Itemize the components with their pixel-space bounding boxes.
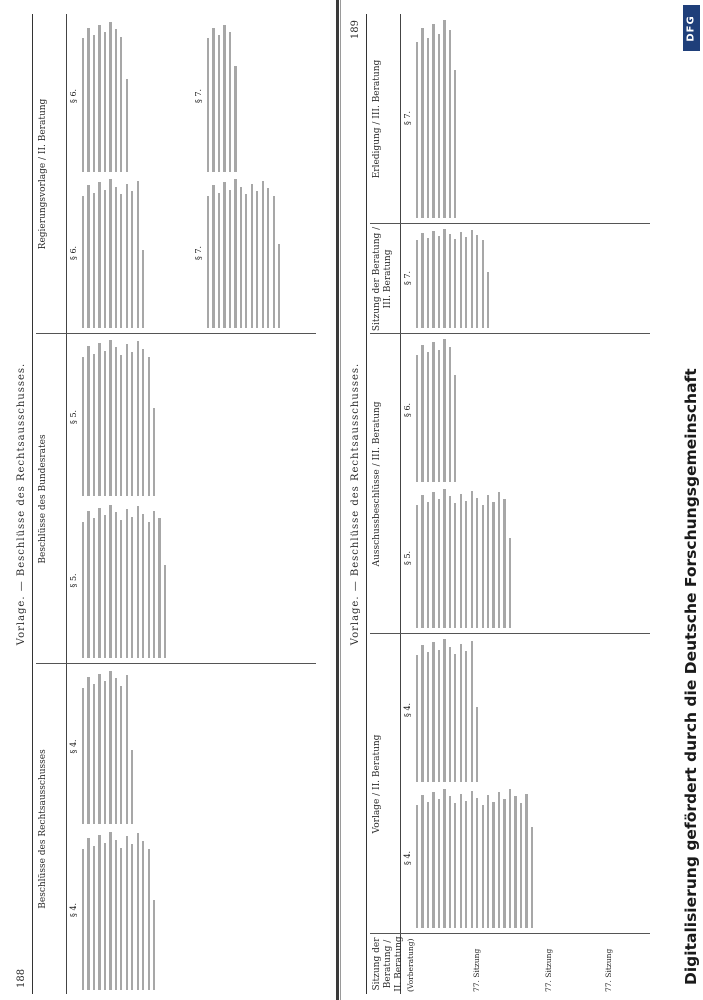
text-line (421, 345, 423, 482)
text-line (126, 675, 128, 824)
text-line (93, 685, 95, 825)
left-page (10, 14, 328, 994)
text-block (70, 830, 190, 990)
text-line (115, 187, 117, 328)
text-line (432, 792, 434, 928)
text-line (432, 492, 434, 628)
text-line (137, 341, 139, 496)
text-line (449, 234, 451, 328)
section-mark: § 7. (403, 270, 412, 286)
text-line (498, 492, 500, 628)
text-line (142, 841, 144, 990)
left-col-head-1: Beschlüsse des Rechtsausschusses (38, 749, 48, 909)
right-page (344, 14, 666, 994)
row-label: 77. Sitzung (604, 948, 613, 992)
text-line (212, 186, 214, 329)
text-line (120, 848, 122, 990)
text-line (142, 250, 144, 328)
text-line (109, 340, 111, 496)
text-line (465, 801, 467, 928)
text-line (432, 231, 434, 328)
text-line (454, 375, 456, 482)
text-line (438, 650, 440, 782)
text-block (70, 338, 200, 496)
text-line (223, 183, 225, 329)
text-line (427, 38, 429, 218)
text-line (93, 193, 95, 328)
left-col-head-2: Beschlüsse des Bundesrates (38, 434, 48, 564)
left-page-number: 188 (16, 968, 27, 988)
text-line (120, 37, 122, 172)
text-line (476, 235, 478, 328)
text-line (514, 796, 516, 928)
text-line (421, 645, 423, 782)
text-line (503, 799, 505, 928)
text-line (509, 789, 511, 928)
text-line (460, 494, 462, 628)
text-line (87, 677, 89, 824)
text-line (465, 501, 467, 628)
text-line (131, 352, 133, 496)
text-line (476, 498, 478, 628)
text-block (70, 503, 220, 658)
text-line (438, 34, 440, 218)
text-line (416, 655, 418, 782)
text-line (104, 351, 106, 496)
page-gutter (336, 0, 339, 1000)
section-mark: § 7. (403, 110, 412, 126)
text-line (115, 347, 117, 496)
text-line (262, 181, 264, 328)
text-line (460, 644, 462, 782)
text-line (471, 230, 473, 328)
text-line (267, 189, 269, 329)
left-column-rule (36, 333, 316, 334)
section-mark: § 6. (403, 402, 412, 418)
text-line (454, 654, 456, 782)
text-line (115, 840, 117, 990)
right-column-rule (370, 633, 650, 634)
text-line (207, 38, 209, 172)
text-line (120, 355, 122, 496)
text-line (476, 707, 478, 782)
text-line (82, 688, 84, 824)
text-line (432, 342, 434, 482)
text-line (109, 671, 111, 824)
text-line (471, 791, 473, 928)
text-line (104, 843, 106, 990)
text-line (164, 565, 166, 658)
text-line (427, 652, 429, 782)
text-block (70, 669, 170, 824)
text-line (153, 511, 155, 658)
text-line (126, 79, 128, 172)
text-line (98, 674, 100, 824)
text-line (256, 192, 258, 329)
text-block (404, 638, 524, 782)
text-line (82, 38, 84, 172)
text-line (109, 832, 111, 990)
text-line (443, 789, 445, 928)
text-line (126, 836, 128, 990)
text-line (93, 846, 95, 990)
text-line (482, 505, 484, 628)
text-line (115, 512, 117, 658)
right-column-rule (370, 333, 650, 334)
text-line (421, 233, 423, 328)
section-mark: § 4. (403, 702, 412, 718)
text-line (115, 678, 117, 824)
text-line (482, 240, 484, 328)
text-line (93, 354, 95, 496)
text-line (218, 193, 220, 328)
text-line (126, 184, 128, 328)
right-column-heads (370, 14, 404, 994)
text-line (471, 491, 473, 628)
text-line (131, 750, 133, 824)
text-line (427, 802, 429, 928)
text-line (438, 236, 440, 328)
text-line (454, 239, 456, 328)
left-column-rule (36, 663, 316, 664)
text-line (421, 795, 423, 928)
text-line (443, 639, 445, 782)
section-mark: § 7. (194, 88, 203, 104)
text-line (148, 522, 150, 658)
text-line (432, 24, 434, 218)
text-line (87, 186, 89, 329)
dfg-logo-text: DFG (686, 14, 697, 42)
left-col-head-3: Regierungsvorlage / II. Beratung (38, 98, 48, 250)
section-mark: § 5. (69, 573, 78, 588)
text-line (229, 190, 231, 328)
text-line (438, 799, 440, 928)
text-line (509, 538, 511, 628)
text-block (404, 228, 544, 328)
text-line (212, 28, 214, 172)
text-line (416, 240, 418, 328)
text-line (234, 180, 236, 329)
text-line (93, 519, 95, 659)
text-line (126, 344, 128, 496)
text-line (87, 511, 89, 658)
text-line (476, 798, 478, 928)
text-line (82, 196, 84, 328)
section-mark: § 7. (194, 245, 203, 261)
text-line (487, 795, 489, 928)
text-line (115, 29, 117, 172)
text-line (109, 22, 111, 172)
text-line (416, 42, 418, 218)
text-line (465, 651, 467, 782)
right-col-head-3: Ausschussbeschlüsse / III. Beratung (372, 401, 382, 567)
text-line (82, 357, 84, 496)
text-line (427, 502, 429, 628)
text-line (427, 238, 429, 328)
text-line (482, 805, 484, 928)
text-line (487, 272, 489, 328)
text-line (520, 803, 522, 928)
right-col-head-2: Vorlage / II. Beratung (372, 734, 382, 834)
text-line (240, 187, 242, 328)
text-line (148, 357, 150, 496)
text-line (153, 408, 155, 496)
text-line (93, 35, 95, 172)
text-line (137, 833, 139, 990)
text-line (503, 499, 505, 628)
text-line (421, 495, 423, 628)
text-line (131, 517, 133, 658)
text-line (82, 849, 84, 990)
text-block (404, 18, 489, 218)
text-line (109, 180, 111, 329)
text-line (449, 796, 451, 928)
text-line (82, 522, 84, 658)
text-line (438, 350, 440, 482)
text-line (460, 232, 462, 328)
right-col-head-4: Sitzung der Beratung / III. Beratung (372, 226, 393, 332)
right-col-head-1: Sitzung der Beratung / II. Beratung (372, 936, 404, 992)
text-line (104, 681, 106, 824)
right-running-title: Vorlage. — Beschlüsse des Rechtsausschusses. (350, 362, 361, 646)
text-line (98, 508, 100, 658)
text-line (443, 489, 445, 628)
left-running-head (14, 14, 33, 994)
section-mark: § 6. (69, 88, 78, 104)
text-line (229, 32, 231, 172)
text-line (142, 349, 144, 496)
text-line (126, 509, 128, 658)
text-line (251, 184, 253, 328)
text-line (104, 32, 106, 172)
text-line (449, 347, 451, 482)
text-line (245, 195, 247, 329)
text-line (218, 35, 220, 172)
section-mark: § 4. (69, 902, 78, 918)
text-block (195, 178, 320, 328)
text-line (137, 181, 139, 328)
row-label: (Vorberatung) (406, 938, 415, 992)
text-line (120, 195, 122, 329)
row-label: 77. Sitzung (472, 948, 481, 992)
text-line (531, 827, 533, 928)
left-column-heads (36, 14, 67, 994)
text-line (104, 515, 106, 658)
text-line (443, 229, 445, 328)
text-line (98, 835, 100, 990)
text-line (525, 794, 527, 928)
text-line (142, 514, 144, 658)
section-mark: § 4. (403, 850, 412, 866)
text-line (498, 792, 500, 928)
text-line (454, 803, 456, 928)
text-block (404, 788, 604, 928)
page-gutter-shadow (340, 0, 341, 1000)
text-line (278, 244, 280, 328)
right-column-rule (370, 933, 650, 934)
text-block (404, 338, 484, 482)
text-line (104, 190, 106, 328)
text-line (120, 686, 122, 824)
text-line (234, 66, 236, 172)
digitization-credit: Digitalisierung gefördert durch die Deutsche Forschungsgemeinschaft (682, 368, 700, 985)
section-mark: § 5. (69, 409, 78, 425)
text-line (98, 183, 100, 329)
text-line (98, 25, 100, 172)
section-mark: § 5. (403, 550, 412, 566)
text-line (87, 28, 89, 172)
text-line (449, 496, 451, 628)
text-line (416, 355, 418, 482)
text-line (137, 506, 139, 658)
text-line (443, 339, 445, 482)
text-block (70, 178, 180, 328)
text-line (120, 520, 122, 658)
text-line (87, 346, 89, 496)
text-line (427, 352, 429, 482)
text-line (98, 343, 100, 496)
text-block (404, 488, 574, 628)
row-label: 77. Sitzung (544, 948, 553, 992)
text-line (487, 495, 489, 628)
text-line (421, 28, 423, 218)
right-page-number: 189 (350, 20, 361, 40)
text-line (438, 499, 440, 628)
text-line (454, 503, 456, 628)
text-line (460, 794, 462, 928)
text-line (223, 25, 225, 172)
text-line (454, 70, 456, 218)
text-line (492, 502, 494, 628)
right-column-rule (370, 223, 650, 224)
text-line (109, 505, 111, 658)
right-col-head-5: Erledigung / III. Beratung (372, 59, 382, 179)
text-line (273, 196, 275, 328)
text-block (70, 20, 160, 172)
text-block (195, 20, 255, 172)
right-running-head (348, 14, 367, 994)
text-line (432, 642, 434, 782)
text-line (471, 641, 473, 782)
text-line (131, 844, 133, 990)
left-running-title: Vorlage. — Beschlüsse des Rechtsausschusses. (16, 362, 27, 646)
section-mark: § 4. (69, 739, 78, 754)
text-line (465, 237, 467, 328)
text-line (416, 805, 418, 928)
text-line (87, 838, 89, 990)
text-line (449, 30, 451, 218)
text-line (207, 196, 209, 328)
text-line (153, 900, 155, 990)
text-line (449, 647, 451, 782)
text-line (148, 849, 150, 990)
text-line (416, 505, 418, 628)
text-line (131, 192, 133, 329)
text-line (492, 802, 494, 928)
text-line (158, 519, 160, 659)
text-line (443, 20, 445, 218)
section-mark: § 6. (69, 245, 78, 261)
